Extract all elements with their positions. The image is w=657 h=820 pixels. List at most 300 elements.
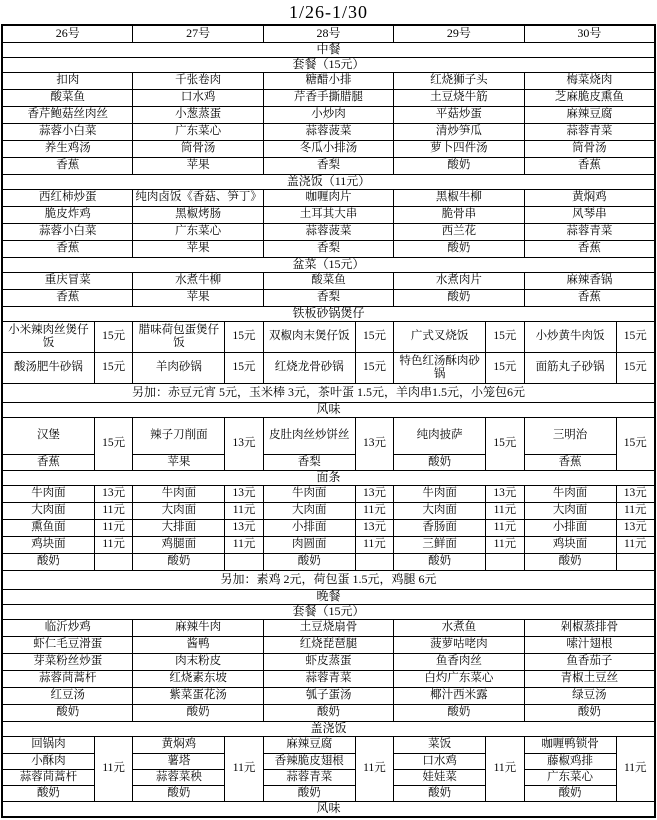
dish-price-col xyxy=(393,353,523,383)
dish-cell: 娃娃菜 xyxy=(394,769,485,785)
price-cell: 13元 xyxy=(623,487,647,500)
dish-cell: 青椒土豆丝 xyxy=(524,671,654,687)
price-cell: 13元 xyxy=(362,437,386,450)
menu-row xyxy=(3,89,654,106)
dish-cell: 双椒肉末煲仔饭 xyxy=(264,322,356,352)
dish-price-col xyxy=(524,520,654,536)
dish-cell: 麻辣豆腐 xyxy=(524,107,654,123)
note-row xyxy=(3,383,654,402)
dish-cell: 红烧狮子头 xyxy=(393,73,523,89)
dish-cell: 酱鸭 xyxy=(132,637,262,653)
dish-cell: 梅菜烧肉 xyxy=(524,73,654,89)
dish-price-col xyxy=(3,418,132,470)
dish-price-col xyxy=(132,353,262,383)
dish-price-col xyxy=(524,322,654,352)
dish-price-col xyxy=(393,737,523,801)
dish-cell: 香蕉 xyxy=(524,290,654,306)
dish-cell: 水煮肉片 xyxy=(393,273,523,289)
date-header-cell: 28号 xyxy=(263,26,393,42)
menu-row xyxy=(3,653,654,670)
section-header: 风味 xyxy=(316,402,341,417)
note-text: 另加：赤豆元宵 5元，玉米棒 3元，茶叶蛋 1.5元，羊肉串1.5元，小笼包6元 xyxy=(131,385,525,400)
price-cell: 13元 xyxy=(362,487,386,500)
dish-cell: 肉末粉皮 xyxy=(132,654,262,670)
dish-cell: 蒜蓉菠菜 xyxy=(263,124,393,140)
menu-row xyxy=(3,72,654,89)
dish-cell: 广式叉烧饭 xyxy=(394,322,486,352)
dish-cell: 香辣脆皮翅根 xyxy=(264,753,355,769)
dish-cell: 酸奶 xyxy=(393,705,523,721)
dish-cell: 小米辣肉丝煲仔饭 xyxy=(3,322,95,352)
dish-cell: 小排面 xyxy=(525,520,617,536)
price-cell: 15元 xyxy=(362,361,386,374)
section-header: 铁板砂锅煲仔 xyxy=(292,306,365,321)
dish-cell: 酸奶 xyxy=(264,554,356,570)
price-cell: 11元 xyxy=(102,762,125,775)
dish-cell: 酸奶 xyxy=(394,785,485,801)
price-cell: 13元 xyxy=(232,487,256,500)
menu-row xyxy=(3,636,654,653)
dish-price-col xyxy=(263,322,393,352)
price-cell: 15元 xyxy=(623,437,647,450)
dish-cell: 大排面 xyxy=(133,520,225,536)
dish-stack xyxy=(3,418,95,470)
price-cell: 11元 xyxy=(493,521,517,534)
section-header: 套餐（15元） xyxy=(292,57,365,72)
dish-price-col xyxy=(393,537,523,553)
menu-row xyxy=(3,157,654,174)
menu-row xyxy=(3,272,654,289)
dish-cell: 土豆烧扇骨 xyxy=(263,620,393,636)
price-cell: 13元 xyxy=(102,487,126,500)
dish-cell: 平菇炒蛋 xyxy=(393,107,523,123)
menu-row xyxy=(3,189,654,206)
dish-price-col xyxy=(393,520,523,536)
dish-cell: 香蕉 xyxy=(56,242,80,255)
dish-cell: 酸奶 xyxy=(393,290,523,306)
dish-cell: 酸菜鱼 xyxy=(263,273,393,289)
price-cell: 15元 xyxy=(493,437,517,450)
section-header: 晚餐 xyxy=(316,589,341,604)
menu-table xyxy=(1,24,656,818)
menu-row xyxy=(3,670,654,687)
dish-cell: 脆皮炸鸡 xyxy=(44,208,91,221)
menu-row xyxy=(3,736,654,801)
dish-cell: 酸奶 xyxy=(3,554,95,570)
price-cell: 11元 xyxy=(623,762,647,775)
dish-cell: 酸奶 xyxy=(56,706,80,719)
dish-cell: 香蕉 xyxy=(525,454,616,470)
dish-cell: 香肠面 xyxy=(394,520,486,536)
dish-cell: 西兰花 xyxy=(393,224,523,240)
dish-cell: 鸡块面 xyxy=(525,537,617,553)
dish-price-col xyxy=(524,418,654,470)
dish-cell: 红烧琵琶腿 xyxy=(263,637,393,653)
price-cell: 11元 xyxy=(493,504,517,517)
dish-cell: 蒜蓉菜秧 xyxy=(133,769,224,785)
dish-cell: 香芹鲍菇丝肉丝 xyxy=(27,108,108,121)
section-header-row xyxy=(3,801,654,816)
price-cell: 11元 xyxy=(493,538,517,551)
dish-cell: 千张卷肉 xyxy=(132,73,262,89)
section-header-row xyxy=(3,402,654,417)
dish-cell: 水煮牛柳 xyxy=(132,273,262,289)
dish-cell: 纯肉卤饭《香菇、笋丁》 xyxy=(132,190,262,206)
dish-cell: 萝卜四件汤 xyxy=(393,141,523,157)
dish-cell: 牛肉面 xyxy=(394,486,486,502)
price-cell: 15元 xyxy=(493,330,517,343)
menu-row xyxy=(3,352,654,383)
price-cell: 11元 xyxy=(102,521,125,534)
dish-cell: 腊味荷包蛋煲仔饭 xyxy=(133,322,225,352)
page-title: 1/26-1/30 xyxy=(289,2,368,22)
dish-cell: 苹果 xyxy=(132,241,262,257)
dish-cell: 酸奶 xyxy=(524,705,654,721)
dish-cell: 酸奶 xyxy=(132,705,262,721)
dish-stack xyxy=(133,737,225,801)
dish-cell: 纯肉披萨 xyxy=(416,429,463,442)
dish-cell: 芹香手撕腊腿 xyxy=(263,90,393,106)
dish-price-col xyxy=(3,737,132,801)
dish-cell: 酸奶 xyxy=(525,554,617,570)
menu-row xyxy=(3,206,654,223)
section-header: 套餐（15元） xyxy=(292,604,365,619)
dish-price-col xyxy=(263,503,393,519)
dish-cell: 蒜蓉青菜 xyxy=(264,769,355,785)
dish-cell: 剁椒蒸排骨 xyxy=(524,620,654,636)
dish-cell: 藤椒鸡排 xyxy=(525,753,616,769)
dish-cell: 酸奶 xyxy=(393,158,523,174)
dish-cell: 蒜蓉青菜 xyxy=(524,124,654,140)
menu-row xyxy=(3,123,654,140)
dish-price-col xyxy=(524,353,654,383)
menu-row xyxy=(3,485,654,502)
dish-cell: 大肉面 xyxy=(3,503,95,519)
dish-price-col xyxy=(3,353,132,383)
dish-cell: 小炒肉 xyxy=(263,107,393,123)
price-cell xyxy=(617,554,655,570)
dish-price-col xyxy=(263,520,393,536)
dish-cell: 糖醋小排 xyxy=(263,73,393,89)
dish-price-col xyxy=(393,322,523,352)
dish-cell: 小炒黄牛肉饭 xyxy=(525,322,617,352)
price-cell: 13元 xyxy=(362,521,386,534)
dish-cell: 口水鸡 xyxy=(394,753,485,769)
dish-cell: 黄焖鸡 xyxy=(524,190,654,206)
dish-price-col xyxy=(132,537,262,553)
dish-cell: 西红柿炒蛋 xyxy=(38,191,97,204)
dish-price-col xyxy=(3,554,132,570)
price-cell xyxy=(486,554,524,570)
menu-row xyxy=(3,289,654,306)
dish-cell: 筒骨汤 xyxy=(524,141,654,157)
dish-price-col xyxy=(132,737,262,801)
price-cell: 13元 xyxy=(623,521,647,534)
dish-price-col xyxy=(524,486,654,502)
dish-cell: 蒜蓉菠菜 xyxy=(263,224,393,240)
dish-cell: 香蕉 xyxy=(3,454,94,470)
dish-cell: 筒骨汤 xyxy=(132,141,262,157)
dish-cell: 回锅肉 xyxy=(31,738,66,751)
dish-cell: 酸奶 xyxy=(525,785,616,801)
dish-cell: 冬瓜小排汤 xyxy=(263,141,393,157)
dish-cell: 广东菜心 xyxy=(525,769,616,785)
dish-cell: 酸奶 xyxy=(264,785,355,801)
dish-cell: 牛肉面 xyxy=(3,486,95,502)
dish-cell: 小酥肉 xyxy=(3,753,94,769)
dish-cell: 鸡腿面 xyxy=(133,537,225,553)
section-header-row xyxy=(3,57,654,72)
dish-price-col xyxy=(393,418,523,470)
price-cell xyxy=(356,554,394,570)
dish-price-col xyxy=(132,554,262,570)
dish-price-col xyxy=(3,322,132,352)
price-cell: 11元 xyxy=(232,504,256,517)
dish-price-col xyxy=(524,737,654,801)
dish-cell: 酸奶 xyxy=(3,785,94,801)
dish-price-col xyxy=(393,503,523,519)
section-header: 盖浇饭 xyxy=(310,721,347,736)
price-cell: 11元 xyxy=(232,538,256,551)
dish-cell: 大肉面 xyxy=(525,503,617,519)
dish-cell: 芽菜粉丝炒蛋 xyxy=(33,655,103,668)
dish-cell: 羊肉砂锅 xyxy=(133,353,225,383)
dish-cell: 大肉面 xyxy=(394,503,486,519)
price-cell: 11元 xyxy=(363,538,386,551)
price-cell: 15元 xyxy=(623,361,647,374)
dish-price-col xyxy=(3,520,132,536)
note-row xyxy=(3,570,654,589)
dish-cell: 酸奶 xyxy=(263,705,393,721)
price-cell xyxy=(225,554,263,570)
dish-stack xyxy=(525,737,617,801)
dish-price-col xyxy=(132,486,262,502)
dish-cell: 绿豆汤 xyxy=(524,688,654,704)
dish-price-col xyxy=(132,418,262,470)
dish-price-col xyxy=(524,503,654,519)
section-header-row xyxy=(3,42,654,57)
dish-stack xyxy=(264,737,356,801)
dish-cell: 红烧素东坡 xyxy=(132,671,262,687)
dish-cell: 口水鸡 xyxy=(132,90,262,106)
dish-cell: 香梨 xyxy=(263,290,393,306)
section-header-row xyxy=(3,306,654,321)
dish-cell: 咖喱肉片 xyxy=(263,190,393,206)
dish-cell: 虾皮蒸蛋 xyxy=(263,654,393,670)
dish-cell: 鱼香茄子 xyxy=(524,654,654,670)
price-cell: 11元 xyxy=(623,538,647,551)
dish-stack xyxy=(394,737,486,801)
price-cell: 15元 xyxy=(623,330,647,343)
dish-cell: 广东菜心 xyxy=(132,224,262,240)
dish-cell: 牛肉面 xyxy=(264,486,356,502)
menu-row xyxy=(3,619,654,636)
date-header-cell: 27号 xyxy=(132,26,262,42)
dish-cell: 广东菜心 xyxy=(132,124,262,140)
price-cell: 13元 xyxy=(232,437,256,450)
date-header-row xyxy=(3,26,654,42)
price-cell: 11元 xyxy=(493,762,517,775)
dish-stack xyxy=(3,737,95,801)
dish-cell: 紫菜蛋花汤 xyxy=(132,688,262,704)
dish-cell: 蒜蓉青菜 xyxy=(524,224,654,240)
section-header-row xyxy=(3,257,654,272)
dish-stack xyxy=(525,418,617,470)
dish-cell: 牛肉面 xyxy=(133,486,225,502)
dish-cell: 酸奶 xyxy=(393,241,523,257)
dish-cell: 重庆冒菜 xyxy=(44,274,91,287)
dish-cell: 酸汤肥牛砂锅 xyxy=(3,353,95,383)
dish-price-col xyxy=(132,503,262,519)
section-header-row xyxy=(3,174,654,189)
dish-cell: 大肉面 xyxy=(133,503,225,519)
dish-cell: 鸡块面 xyxy=(3,537,95,553)
price-cell: 15元 xyxy=(362,330,386,343)
dish-cell: 红豆汤 xyxy=(50,689,85,702)
price-cell xyxy=(95,554,133,570)
dish-price-col xyxy=(524,537,654,553)
dish-price-col xyxy=(263,486,393,502)
dish-stack xyxy=(133,418,225,470)
dish-cell: 小葱蒸蛋 xyxy=(132,107,262,123)
price-cell: 15元 xyxy=(232,361,256,374)
dish-cell: 香蕉 xyxy=(524,158,654,174)
price-cell: 15元 xyxy=(232,330,256,343)
dish-cell: 瓠子蛋汤 xyxy=(263,688,393,704)
menu-row xyxy=(3,417,654,470)
dish-cell: 麻辣豆腐 xyxy=(286,738,333,751)
price-cell: 13元 xyxy=(493,487,517,500)
dish-cell: 黄焖鸡 xyxy=(161,738,197,751)
dish-cell: 麻辣香锅 xyxy=(524,273,654,289)
price-cell: 15元 xyxy=(102,437,126,450)
dish-cell: 麻辣牛肉 xyxy=(132,620,262,636)
menu-row xyxy=(3,553,654,570)
dish-cell: 清炒笋瓜 xyxy=(393,124,523,140)
dish-price-col xyxy=(393,486,523,502)
date-header-cell: 30号 xyxy=(524,26,654,42)
dish-cell: 酸奶 xyxy=(133,785,224,801)
menu-row xyxy=(3,536,654,553)
dish-cell: 熏鱼面 xyxy=(3,520,95,536)
menu-row xyxy=(3,519,654,536)
section-header: 盆菜（15元） xyxy=(292,257,365,272)
dish-cell: 养生鸡汤 xyxy=(44,142,91,155)
dish-cell: 酸奶 xyxy=(394,454,485,470)
menu-row xyxy=(3,321,654,352)
dish-price-col xyxy=(263,537,393,553)
menu-row xyxy=(3,502,654,519)
dish-price-col xyxy=(263,418,393,470)
dish-cell: 汉堡 xyxy=(36,429,60,442)
dish-cell: 牛肉面 xyxy=(525,486,617,502)
dish-cell: 蒜蓉小白菜 xyxy=(38,225,97,238)
section-header-row xyxy=(3,470,654,485)
dish-price-col xyxy=(263,554,393,570)
dish-cell: 酸奶 xyxy=(133,554,225,570)
section-header-row xyxy=(3,721,654,736)
price-cell: 11元 xyxy=(102,504,125,517)
menu-row xyxy=(3,140,654,157)
dish-price-col xyxy=(393,554,523,570)
price-cell: 15元 xyxy=(102,330,126,343)
dish-cell: 蒜蓉小白菜 xyxy=(38,125,97,138)
menu-row xyxy=(3,223,654,240)
dish-cell: 香蕉 xyxy=(56,159,80,172)
dish-cell: 皮肚肉丝炒饼丝 xyxy=(269,429,350,442)
dish-cell: 咖喱鸭锁骨 xyxy=(541,738,599,751)
dish-price-col xyxy=(3,503,132,519)
dish-cell: 酸菜鱼 xyxy=(50,91,85,104)
dish-cell: 风琴串 xyxy=(524,207,654,223)
dish-cell: 虾仁毛豆滑蛋 xyxy=(33,638,103,651)
price-cell: 11元 xyxy=(363,762,386,775)
dish-cell: 香梨 xyxy=(263,241,393,257)
price-cell: 15元 xyxy=(102,361,126,374)
dish-stack xyxy=(264,418,356,470)
dish-cell: 蒜蓉茼蒿杆 xyxy=(38,672,97,685)
dish-cell: 香蕉 xyxy=(56,291,80,304)
dish-cell: 苹果 xyxy=(133,454,224,470)
price-cell: 11元 xyxy=(232,762,256,775)
dish-cell: 土豆烧牛筋 xyxy=(393,90,523,106)
menu-row xyxy=(3,240,654,257)
dish-price-col xyxy=(3,537,132,553)
dish-price-col xyxy=(132,322,262,352)
dish-cell: 扣肉 xyxy=(56,74,80,87)
dish-cell: 水煮鱼 xyxy=(393,620,523,636)
dish-cell: 脆骨串 xyxy=(393,207,523,223)
menu-row xyxy=(3,687,654,704)
dish-price-col xyxy=(3,486,132,502)
dish-stack xyxy=(394,418,486,470)
dish-cell: 土耳其大串 xyxy=(263,207,393,223)
date-header-cell: 26号 xyxy=(55,26,80,41)
dish-cell: 辣子刀削面 xyxy=(150,429,208,442)
dish-cell: 大肉面 xyxy=(264,503,356,519)
dish-cell: 菠萝咕咾肉 xyxy=(393,637,523,653)
dish-price-col xyxy=(263,353,393,383)
dish-price-col xyxy=(132,520,262,536)
dish-cell: 椰汁西米露 xyxy=(393,688,523,704)
dish-cell: 香梨 xyxy=(264,454,355,470)
date-header-cell: 29号 xyxy=(393,26,523,42)
price-cell: 13元 xyxy=(232,521,256,534)
section-header-row xyxy=(3,589,654,604)
dish-cell: 酸奶 xyxy=(394,554,486,570)
dish-cell: 红烧龙骨砂锅 xyxy=(264,353,356,383)
dish-price-col xyxy=(524,554,654,570)
dish-cell: 三鲜面 xyxy=(394,537,486,553)
section-header: 中餐 xyxy=(316,42,341,57)
dish-cell: 芝麻脆皮熏鱼 xyxy=(524,90,654,106)
dish-cell: 蒜蓉青菜 xyxy=(263,671,393,687)
section-header: 面条 xyxy=(316,470,341,485)
section-header: 盖浇饭（11元） xyxy=(286,174,371,189)
dish-cell: 菜饭 xyxy=(428,738,452,751)
menu-row xyxy=(3,106,654,123)
section-header: 风味 xyxy=(316,801,341,816)
price-cell: 11元 xyxy=(102,538,125,551)
dish-cell: 香梨 xyxy=(263,158,393,174)
note-text: 另加：素鸡 2元，荷包蛋 1.5元，鸡腿 6元 xyxy=(220,572,437,587)
dish-cell: 白灼广东菜心 xyxy=(393,671,523,687)
section-header-row xyxy=(3,604,654,619)
dish-cell: 香蕉 xyxy=(524,241,654,257)
dish-cell: 黑椒烤肠 xyxy=(132,207,262,223)
dish-cell: 嗦汁翅根 xyxy=(524,637,654,653)
dish-price-col xyxy=(263,737,393,801)
